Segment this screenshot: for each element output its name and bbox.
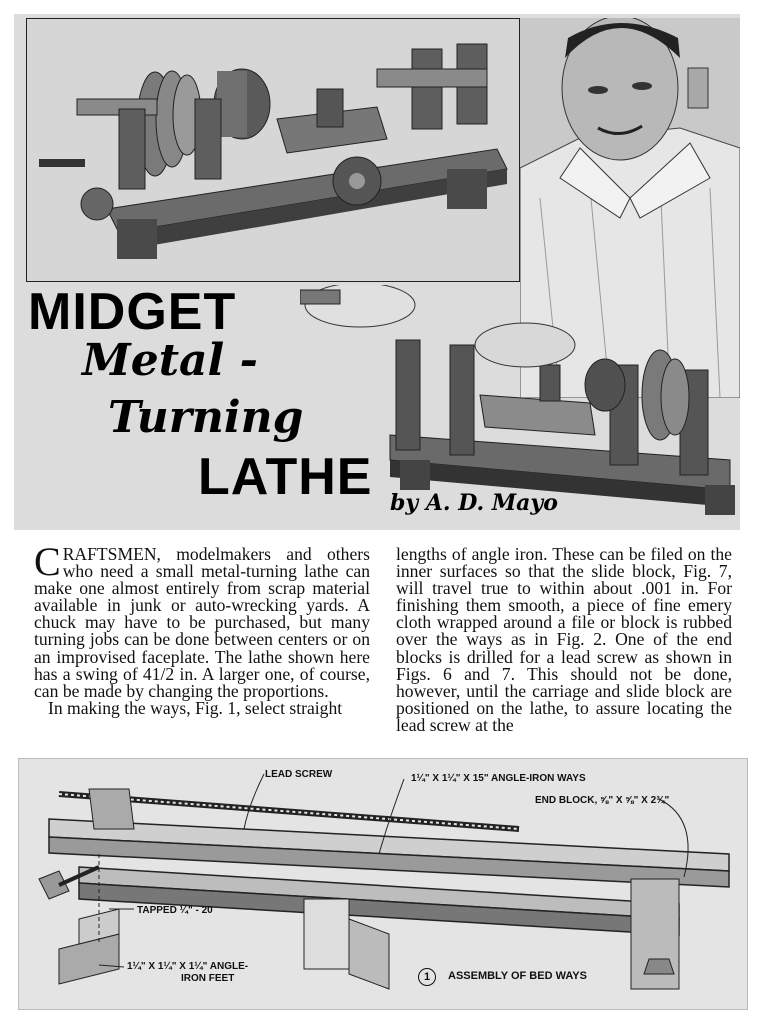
figure-bed-ways xyxy=(18,758,748,1010)
byline: by A. D. Mayo xyxy=(390,490,558,516)
article-paragraph-1 xyxy=(34,539,370,701)
label-angle-iron-ways: 1¼" X 1¼" X 15" ANGLE-IRON WAYS xyxy=(411,773,586,784)
title-lathe: LATHE xyxy=(198,448,373,506)
label-feet-line2: IRON FEET xyxy=(181,973,235,984)
lathe-drawing-top xyxy=(27,19,519,281)
label-end-block: END BLOCK, ⅝" X ⅝" X 2¾" xyxy=(535,795,670,806)
lathe-photo-top xyxy=(26,18,520,282)
label-feet-line1: 1¼" X 1¼" X 1¼" ANGLE- xyxy=(127,961,249,972)
title-turning: Turning xyxy=(108,392,304,443)
title-midget: MIDGET xyxy=(28,283,237,341)
article-paragraph-3: lengths of angle iron. These can be filed on the inner surfaces so that the slide block, Fig. 7, will travel true to within about .001 in. For finishing them smooth, a piece of fine emery cloth wrapped around a file or block is rubbed over the ways as in Fig. 2. One of the end blocks is drilled for a lead screw as shown in Figs. 6 and 7. This should not be done, however, until the carriage and slide block are positioned on the lathe, to assure locating the lead screw at the xyxy=(396,544,732,735)
paragraph-1-text: RAFTSMEN, modelmakers and others who need a small metal-turning lathe can make one almost entirely from scrap material available in junk or auto-wrecking yards. A chuck may have to be purchased, but many turning jobs can be done between centers or on an improvised faceplate. The lathe shown here has a swing of 41/2 in. A larger one, of course, can be made by changing the proportions. xyxy=(34,544,370,701)
article-column-left xyxy=(34,539,370,718)
article-column-right xyxy=(396,546,732,734)
label-lead-screw: LEAD SCREW xyxy=(265,769,333,780)
figure-number: 1 xyxy=(418,968,436,986)
title-metal: Metal - xyxy=(82,335,258,386)
drop-cap: C xyxy=(34,539,61,584)
figure-caption: ASSEMBLY OF BED WAYS xyxy=(448,970,587,982)
label-tapped: TAPPED ¼" - 20 xyxy=(137,905,213,916)
article-paragraph-2: In making the ways, Fig. 1, select straight xyxy=(48,697,343,718)
